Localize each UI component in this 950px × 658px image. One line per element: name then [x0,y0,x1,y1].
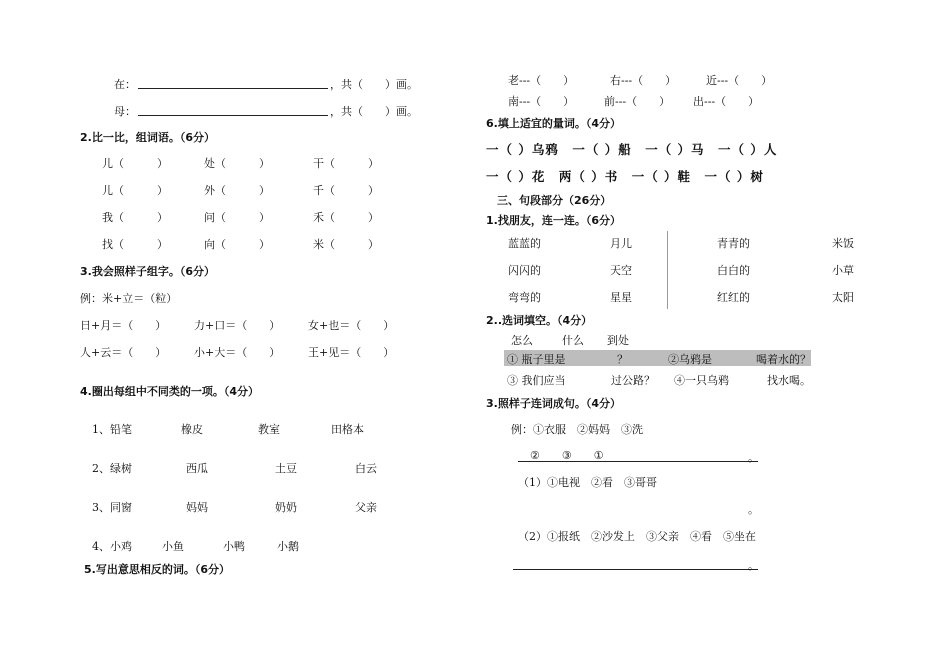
stroke-row-2-blank[interactable] [138,115,328,116]
match-left-word[interactable]: 弯弯的 [508,291,541,304]
s6-row-1: 一（ ）乌鸦 一（ ）船 一（ ）马 一（ ）人 [486,142,778,157]
s2-title: 2.比一比，组词语。（6分） [80,131,215,144]
r2-line-1-a: ① 瓶子里是 [507,353,566,366]
r1-title: 1.找朋友，连一连。（6分） [486,214,621,227]
r3-period: 。 [748,451,759,464]
s2-cell: 问（ ） [204,211,270,224]
stroke-row-2-suffix: ，共（ ）画。 [330,105,418,118]
s2-cell: 禾（ ） [313,211,379,224]
s4-item[interactable]: 土豆 [275,462,297,475]
antonym-cell: 近---（ ） [706,74,773,87]
r3-example-answer: ② ③ ① [530,449,604,462]
match-left-word[interactable]: 闪闪的 [508,264,541,277]
match-right-word[interactable]: 月儿 [610,237,632,250]
word-option: 怎么 [511,334,533,347]
s4-title: 4.圈出每组中不同类的一项。（4分） [80,385,259,398]
r2-line-1-c: ②乌鸦是 [668,353,712,366]
s3-cell: 王+见＝（ ） [308,346,395,359]
s2-cell: 我（ ） [102,211,168,224]
r3-period: 。 [748,503,759,516]
s4-item[interactable]: 4、小鸡 [92,540,132,553]
match-left-word[interactable]: 蓝蓝的 [508,237,541,250]
s6-title: 6.填上适宜的量词。（4分） [486,117,621,130]
antonym-cell: 老---（ ） [508,74,575,87]
s4-item[interactable]: 2、绿树 [92,462,132,475]
s4-item[interactable]: 橡皮 [181,423,203,436]
s4-item[interactable]: 1、铅笔 [92,423,132,436]
match-left-word[interactable]: 白白的 [717,264,750,277]
match-right-word[interactable]: 小草 [832,264,854,277]
r2-line-1-b: ？ [617,353,628,366]
r3-q1: （1）①电视 ②看 ③哥哥 [518,476,657,489]
r3-period: 。 [748,559,759,572]
antonym-cell: 南---（ ） [508,95,575,108]
r2-line-1-d: 喝着水的？ [756,353,811,366]
r3-q2: （2）①报纸 ②沙发上 ③父亲 ④看 ⑤坐在 [518,530,756,543]
r2-line-2-c: ④一只乌鸦 [674,374,729,387]
match-left-word[interactable]: 红红的 [717,291,750,304]
s3-cell: 小+大＝（ ） [194,346,281,359]
r2-title: 2..选词填空。（4分） [486,314,593,327]
s4-item[interactable]: 西瓜 [186,462,208,475]
s2-cell: 外（ ） [204,184,270,197]
r2-line-2-d: 找水喝。 [767,374,811,387]
part3-title: 三、句段部分（26分） [497,194,612,207]
stroke-row-1-blank[interactable] [138,88,328,89]
s2-cell: 千（ ） [313,184,379,197]
antonym-cell: 前---（ ） [604,95,671,108]
s4-item[interactable]: 奶奶 [275,501,297,514]
match-divider [667,231,668,309]
s2-cell: 处（ ） [204,157,270,170]
stroke-row-2-char: 母： [114,105,136,118]
s3-cell: 人+云＝（ ） [80,346,167,359]
word-option: 什么 [562,334,584,347]
s2-cell: 找（ ） [102,238,168,251]
r3-example: 例：①衣服 ②妈妈 ③洗 [511,423,643,436]
match-right-word[interactable]: 天空 [610,264,632,277]
r2-line-2-b: 过公路？ [611,374,655,387]
r3-example-line [518,461,758,462]
s4-item[interactable]: 田格本 [331,423,364,436]
s3-title: 3.我会照样子组字。（6分） [80,265,215,278]
stroke-row-1-suffix: ，共（ ）画。 [330,78,418,91]
s2-cell: 向（ ） [204,238,270,251]
s4-item[interactable]: 教室 [258,423,280,436]
match-right-word[interactable]: 太阳 [832,291,854,304]
match-right-word[interactable]: 星星 [610,291,632,304]
s2-cell: 儿（ ） [102,157,168,170]
s3-example: 例：米+立＝（粒） [80,292,178,305]
word-option: 到处 [607,334,629,347]
r2-line-2-a: ③ 我们应当 [507,374,566,387]
s2-cell: 儿（ ） [102,184,168,197]
s4-item[interactable]: 小鱼 [162,540,184,553]
stroke-row-1-char: 在： [114,78,136,91]
s4-item[interactable]: 3、同窗 [92,501,132,514]
s3-cell: 女+也＝（ ） [308,319,395,332]
s5-title: 5.写出意思相反的词。（6分） [84,563,230,576]
r3-title: 3.照样子连词成句。（4分） [486,397,621,410]
r3-q2-answer-line[interactable] [513,569,758,570]
s2-cell: 米（ ） [313,238,379,251]
match-left-word[interactable]: 青青的 [717,237,750,250]
s6-row-2: 一（ ）花 两（ ）书 一（ ）鞋 一（ ）树 [486,169,764,184]
antonym-cell: 出---（ ） [693,95,760,108]
match-right-word[interactable]: 米饭 [832,237,854,250]
antonym-cell: 右---（ ） [610,74,677,87]
s4-item[interactable]: 妈妈 [186,501,208,514]
s3-cell: 力+口＝（ ） [194,319,281,332]
s3-cell: 日+月＝（ ） [80,319,167,332]
s4-item[interactable]: 白云 [355,462,377,475]
s2-cell: 干（ ） [313,157,379,170]
s4-item[interactable]: 小鹅 [277,540,299,553]
s4-item[interactable]: 父亲 [355,501,377,514]
s4-item[interactable]: 小鸭 [223,540,245,553]
